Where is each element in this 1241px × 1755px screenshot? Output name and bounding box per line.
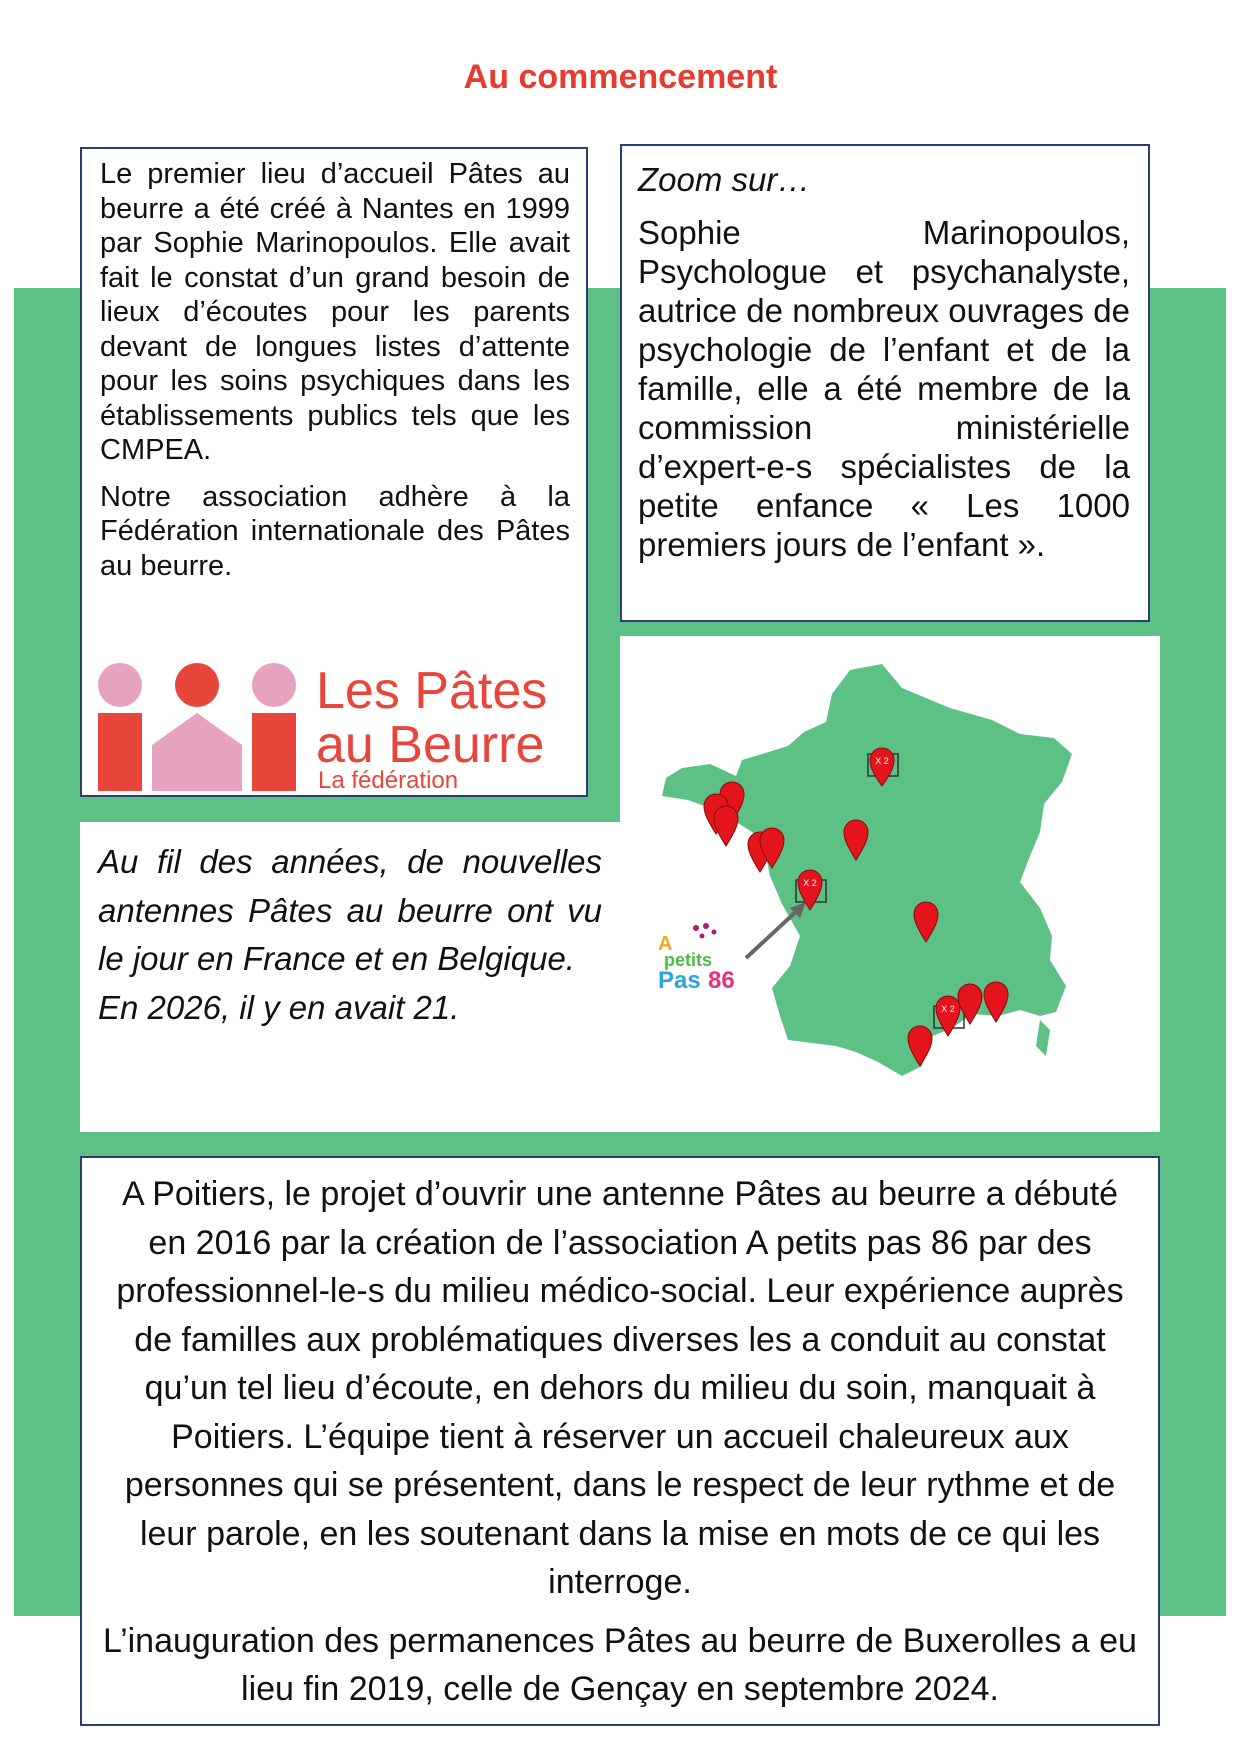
- federation-logo: [90, 663, 578, 793]
- years-text-2: En 2026, il y en avait 21.: [98, 988, 460, 1026]
- france-land: [662, 664, 1072, 1076]
- france-map: [620, 636, 1160, 1132]
- years-text-1: Au fil des années, de nouvelles antennes Pâtes au beurre ont vu le jour en France et en Belgique.: [98, 843, 602, 977]
- poitiers-box: [80, 1156, 1160, 1726]
- logo-petits: petits: [664, 950, 713, 970]
- intro-paragraph-2: Notre association adhère à la Fédération internationale des Pâtes au beurre.: [100, 480, 570, 582]
- corsica-land: [1036, 1020, 1050, 1056]
- logo-text-line-3: La fédération: [318, 767, 459, 794]
- france-map-panel: [620, 636, 1160, 1132]
- federation-logo-figures: [90, 663, 320, 793]
- marker-label: X 2: [803, 878, 817, 888]
- marker-label: X 2: [941, 1004, 955, 1014]
- poitiers-paragraph-2: L’inauguration des permanences Pâtes au beurre de Buxerolles a eu lieu fin 2019, celle de Gençay en septembre 2024.: [103, 1621, 1137, 1708]
- map-pin-south-2: [984, 982, 1008, 1022]
- intro-paragraph-1: Le premier lieu d’accueil Pâtes au beurre a été créé à Nantes en 1999 par Sophie Marinopoulos. Elle avait fait le constat d’un grand besoin de lieux d’écoutes pour les parents devant de longues listes d’attente pour les soins psychiques dans les établissements publics tels que les CMPEA.: [100, 158, 570, 466]
- logo-a: A: [658, 933, 673, 955]
- a-petits-pas-logo: [658, 923, 735, 994]
- zoom-box: [620, 144, 1150, 622]
- marker-label: X 2: [875, 756, 889, 766]
- intro-box: [80, 147, 588, 797]
- logo-text-line-1: Les Pâtes: [316, 662, 548, 720]
- logo-86: 86: [708, 967, 735, 994]
- years-box: [80, 822, 622, 1132]
- poitiers-paragraph-1: A Poitiers, le projet d’ouvrir une antenne Pâtes au beurre a débuté en 2016 par la création de l’association A petits pas 86 par des professionnel-le-s du milieu médico-social. Leur expérience auprès de familles aux problématiques diverses les a conduit au constat qu’un tel lieu d’écoute, en dehors du milieu du soin, manquait à Poitiers. L’équipe tient à réserver un accueil chaleureux aux personnes qui se présentent, dans le respect de leur rythme et de leur parole, en les soutenant dans la mise en mots de ce qui les interroge.: [116, 1175, 1124, 1601]
- zoom-heading: Zoom sur…: [638, 161, 811, 198]
- logo-pas: Pas: [658, 967, 701, 994]
- logo-text-line-2: au Beurre: [316, 716, 545, 774]
- map-pin-brittany-3: [714, 806, 738, 846]
- zoom-text: Sophie Marinopoulos, Psychologue et psychanalyste, autrice de nombreux ouvrages de psychologie de l’enfant et de la famille, elle a été membre de la commission ministérielle d’expert-e-s spécialistes de la petite enfance « Les 1000 premiers jours de l’enfant ».: [638, 214, 1130, 563]
- page-title: Au commencement: [463, 58, 778, 96]
